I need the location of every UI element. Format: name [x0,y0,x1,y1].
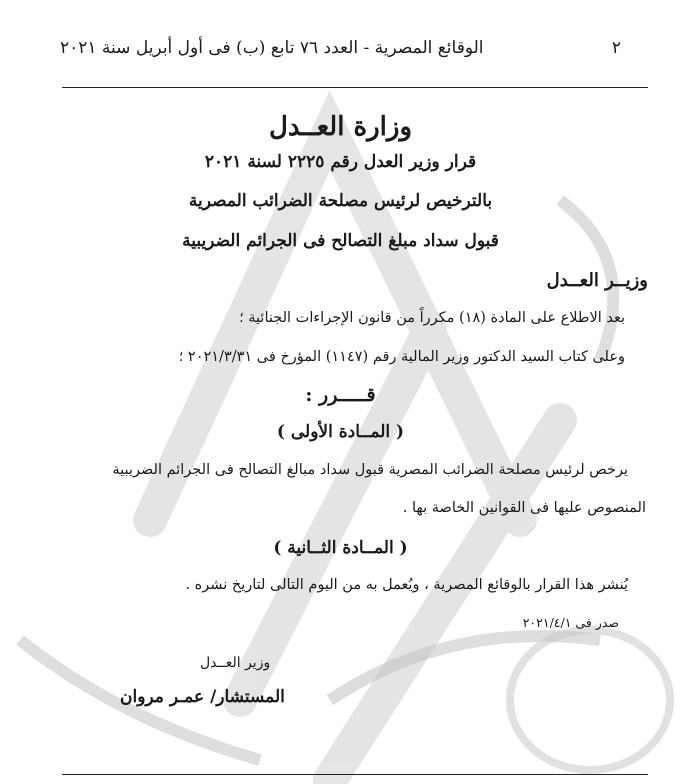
issue-date: صدر فى ٢٠٢١/٤/١ [522,615,619,630]
issuer-heading: وزيــر العــدل [546,270,648,291]
page-number: ٢ [611,38,621,58]
watermark-seal [510,630,670,770]
decided-heading: قـــــرر : [305,384,376,406]
decree-subject-1: بالترخيص لرئيس مصلحة الضرائب المصرية [188,191,493,211]
header-rule [62,87,648,88]
page-header [60,38,621,68]
decree-subject-2: قبول سداد مبلغ التصالح فى الجرائم الضريبية [182,231,499,251]
article-2-title: ( المــادة الثــانية ) [273,538,408,558]
ministry-title: وزارة العــدل [268,112,413,142]
preamble-line: وعلى كتاب السيد الدكتور وزير المالية رقم (١١٤٧) المؤرخ فى ٢٠٢١/٣/٣١ ؛ [178,349,625,365]
signature-name: المستشار/ عمـر مروان [120,687,285,707]
article-2-text: يُنشر هذا القرار بالوقائع المصرية ، ويُعمل به من اليوم التالى لتاريخ نشره . [185,577,628,593]
preamble-line: بعد الاطلاع على المادة (١٨) مكرراً من قانون الإجراءات الجنائية ؛ [239,310,625,326]
decree-number: قرار وزير العدل رقم ٢٢٢٥ لسنة ٢٠٢١ [204,152,477,172]
signature-title: وزير العــدل [200,655,271,671]
article-1-text: يرخص لرئيس مصلحة الضرائب المصرية قبول سداد مبالغ التصالح فى الجرائم الضريبية [112,462,628,478]
article-1-title: ( المــادة الأولى ) [276,422,405,442]
footer-rule [62,774,648,775]
article-1-text: المنصوص عليها فى القوانين الخاصة بها . [402,500,646,516]
issue-info: الوقائع المصرية - العدد ٧٦ تابع (ب) فى أول أبريل سنة ٢٠٢١ [60,38,484,58]
watermark-curve-3 [330,636,600,700]
